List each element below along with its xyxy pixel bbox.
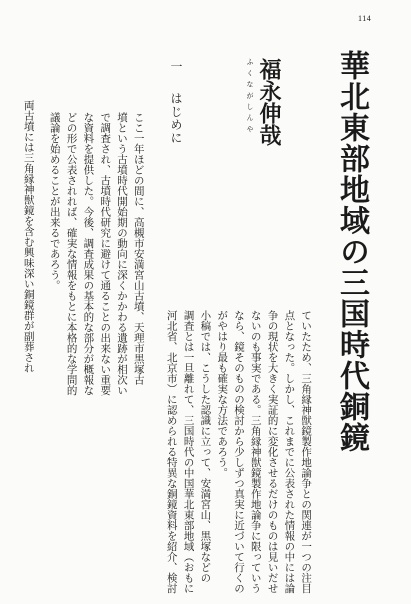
article-title: 華北東部地域の三国時代銅鏡	[334, 50, 369, 453]
text-line: 争の現状を大きく実証的に変化させるだけのものは見いだせ	[266, 310, 279, 594]
author-name: 福永伸哉	[256, 58, 282, 146]
text-line: ないのも事実である。三角縁神獣鏡製作地論争に限っていう	[249, 310, 262, 594]
text-line: 河北省、北京市）に認められる特異な銅鏡資料を紹介、検討	[165, 310, 178, 594]
body-paragraph	[163, 310, 314, 594]
text-line: 小稿では、こうした認識に立って、安満宮山、黒塚などの	[199, 310, 212, 583]
continuation-paragraph	[20, 100, 37, 373]
text-line: で調査され、古墳時代研究に避けて通ることの出来ない重要	[99, 112, 112, 396]
text-line: 墳という古墳時代開始期の動向に深くかかわる遺跡が相次い	[115, 112, 128, 396]
text-line: どの形で公表されれば、確実な情報をもとに本格的な学問的	[65, 112, 78, 396]
text-line: ここ一年ほどの間に、高槻市安満宮山古墳、天理市黒塚古	[132, 112, 145, 385]
author-ruby: ふくながしんや	[246, 58, 254, 137]
section-number: 一	[169, 60, 183, 72]
intro-paragraph	[46, 112, 147, 396]
text-line: ていたため、三角縁神獣鏡製作地論争との関連が一つの注目	[300, 310, 313, 594]
text-line: なら、鏡そのものの検討から少しずつ真実に近づいて行くの	[232, 310, 245, 594]
text-line: 議論を始めることが出来るであろう。	[48, 112, 61, 291]
page-number: 114	[358, 14, 372, 23]
text-line: な資料を提供した。今後、調査成果の基本的な部分が概報な	[82, 112, 95, 396]
text-line: 両古墳には三角縁神獣鏡を含む興味深い銅鏡群が副葬され	[22, 100, 35, 373]
text-line: 点となった。しかし、これまでに公表された情報の中には論	[283, 310, 296, 594]
text-line: がやはり最も確実な方法であろう。	[216, 310, 229, 478]
section-heading: はじめに	[169, 92, 183, 145]
text-line: 調査とは一旦離れて、三国時代の中国華北東部地域（おもに	[182, 310, 195, 594]
